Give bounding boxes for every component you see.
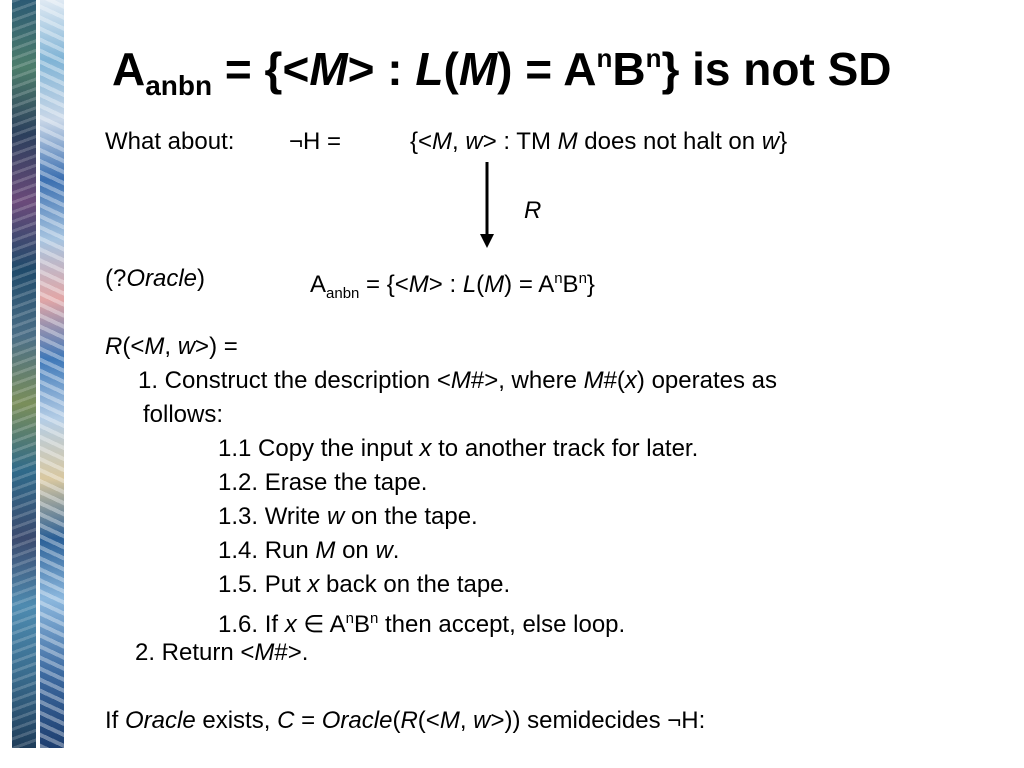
substep-1-5: 1.5. Put x back on the tape. <box>218 571 511 598</box>
substep-1-2: 1.2. Erase the tape. <box>218 469 428 496</box>
slide-title: $A_{anbn} = \{<M>$ : $L(M) = A^nB^n$} is not SD <box>112 43 892 101</box>
decorative-art-strip-right <box>40 0 64 748</box>
conclusion: If Oracle exists, C = Oracle(R(<M, w>)) semidecides ¬H: <box>105 707 706 734</box>
reduction-label: R <box>524 197 542 224</box>
aanbn-definition: $A_{anbn} = \{<M>$ : $L(M) = A^nB^n$} <box>310 270 595 302</box>
substep-1-3: 1.3. Write w on the tape. <box>218 503 478 530</box>
oracle-label: (?Oracle) <box>105 265 206 292</box>
step-1: 1. Construct the description <M#>, where M#(x) operates as <box>138 367 777 394</box>
what-about-label: What about: <box>105 128 235 155</box>
decorative-art-strip-left <box>12 0 36 748</box>
step-1-continuation: follows: <box>143 401 224 428</box>
not-h-definition: {<M, w> : TM M does not halt on w} <box>410 128 788 155</box>
not-h-label: ¬H = <box>289 128 342 155</box>
r-definition-header: R(<M, w>) = <box>105 333 238 360</box>
substep-1-4: 1.4. Run M on w. <box>218 537 400 564</box>
substep-1-6: 1.6. If x ∈ $A^nB^n$ then accept, else loop. <box>218 610 626 638</box>
substep-1-1: 1.1 Copy the input x to another track for later. <box>218 435 699 462</box>
reduction-arrow <box>477 162 497 248</box>
step-2: 2. Return <M#>. <box>135 639 309 666</box>
